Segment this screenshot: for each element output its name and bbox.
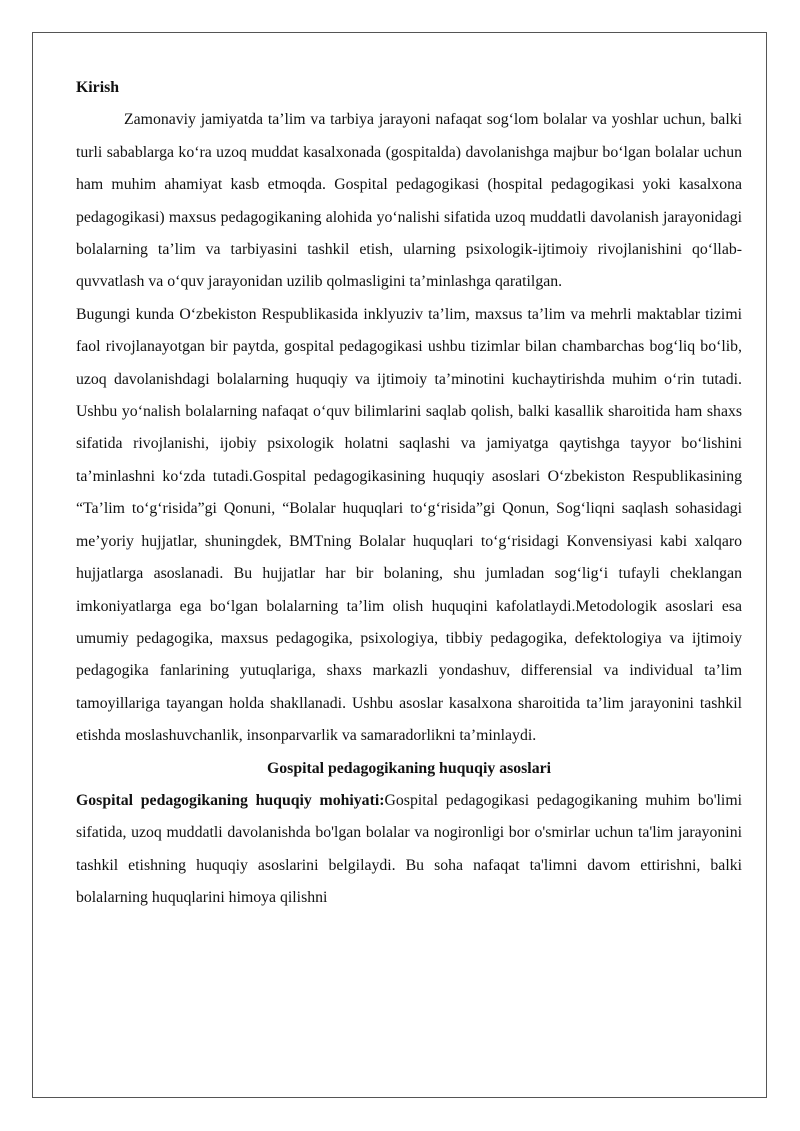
heading-kirish: Kirish: [76, 79, 120, 96]
section-text: Gospital pedagogikasi pedagogikaning muhim bo'limi sifatida, uzoq muddatli davolanishda bo'lgan bolalar va nogironligi bor o'smirlar uchun ta'lim jarayonini tashkil etishning huquqiy asoslarini belgilaydi. Bu soha nafaqat ta'limni davom ettirishni, balki bolalarning huquqlarini himoya qilishni: [76, 791, 742, 907]
section-lead: Gospital pedagogikaning huquqiy mohiyati:: [76, 791, 385, 809]
document-body: [76, 72, 742, 915]
section-title: Gospital pedagogikaning huquqiy asoslari: [266, 759, 551, 777]
paragraph-intro: Zamonaviy jamiyatda ta’lim va tarbiya jarayoni nafaqat sog‘lom bolalar va yoshlar uchun, balki turli sabablarga ko‘ra uzoq muddat kasalxonada (gospitalda) davolanishga majbur bo‘lgan bolalar uchun ham muhim ahamiyat kasb etmoqda. Gospital pedagogikasi (hospital pedagogikasi yoki kasalxona pedagogikasi) maxsus pedagogikaning alohida yo‘nalishi sifatida uzoq muddatli davolanish jarayonidagi bolalarning ta’lim va tarbiyasini tashkil etish, ularning psixologik-ijtimoiy rivojlanishini qo‘llab-quvvatlash va o‘quv jarayonidan uzilib qolmasligini ta’minlashga qaratilgan.: [76, 111, 742, 291]
section-paragraph: [76, 785, 742, 915]
paragraph-main: Bugungi kunda O‘zbekiston Respublikasida inklyuziv ta’lim, maxsus ta’lim va mehrli maktablar tizimi faol rivojlanayotgan bir paytda, gospital pedagogikasi ushbu tizimlar bilan chambarchas bog‘liq bo‘lib, uzoq davolanishdagi bolalarning huquqiy va ijtimoiy ta’minotini kuchaytirishda muhim o‘rin tutadi. Ushbu yo‘nalish bolalarning nafaqat o‘quv bilimlarini saqlab qolish, balki kasallik sharoitida ham shaxs sifatida rivojlanishi, ijobiy psixologik holatni saqlashi va jamiyatga qaytishga tayyor bo‘lishini ta’minlashni ko‘zda tutadi.Gospital pedagogikasining huquqiy asoslari O‘zbekiston Respublikasining “Ta’lim to‘g‘risida”gi Qonuni, “Bolalar huquqlari to‘g‘risida”gi Qonun, Sog‘liqni saqlash sohasidagi me’yoriy hujjatlar, shuningdek, BMTning Bolalar huquqlari to‘g‘risidagi Konvensiyasi kabi xalqaro hujjatlarga asoslanadi. Bu hujjatlar har bir bolaning, shu jumladan sog‘lig‘i tufayli cheklangan imkoniyatlarga ega bo‘lgan bolalarning ta’lim olish huquqini kafolatlaydi.Metodologik asoslari esa umumiy pedagogika, maxsus pedagogika, psixologiya, tibbiy pedagogika, defektologiya va ijtimoiy pedagogika fanlarining yutuqlariga, shaxs markazli yondashuv, differensial va individual ta’lim tamoyillariga tayangan holda shakllanadi. Ushbu asoslar kasalxona sharoitida ta’lim jarayonini tashkil etishda moslashuvchanlik, insonparvarlik va samaradorlikni ta’minlaydi.: [76, 305, 742, 745]
